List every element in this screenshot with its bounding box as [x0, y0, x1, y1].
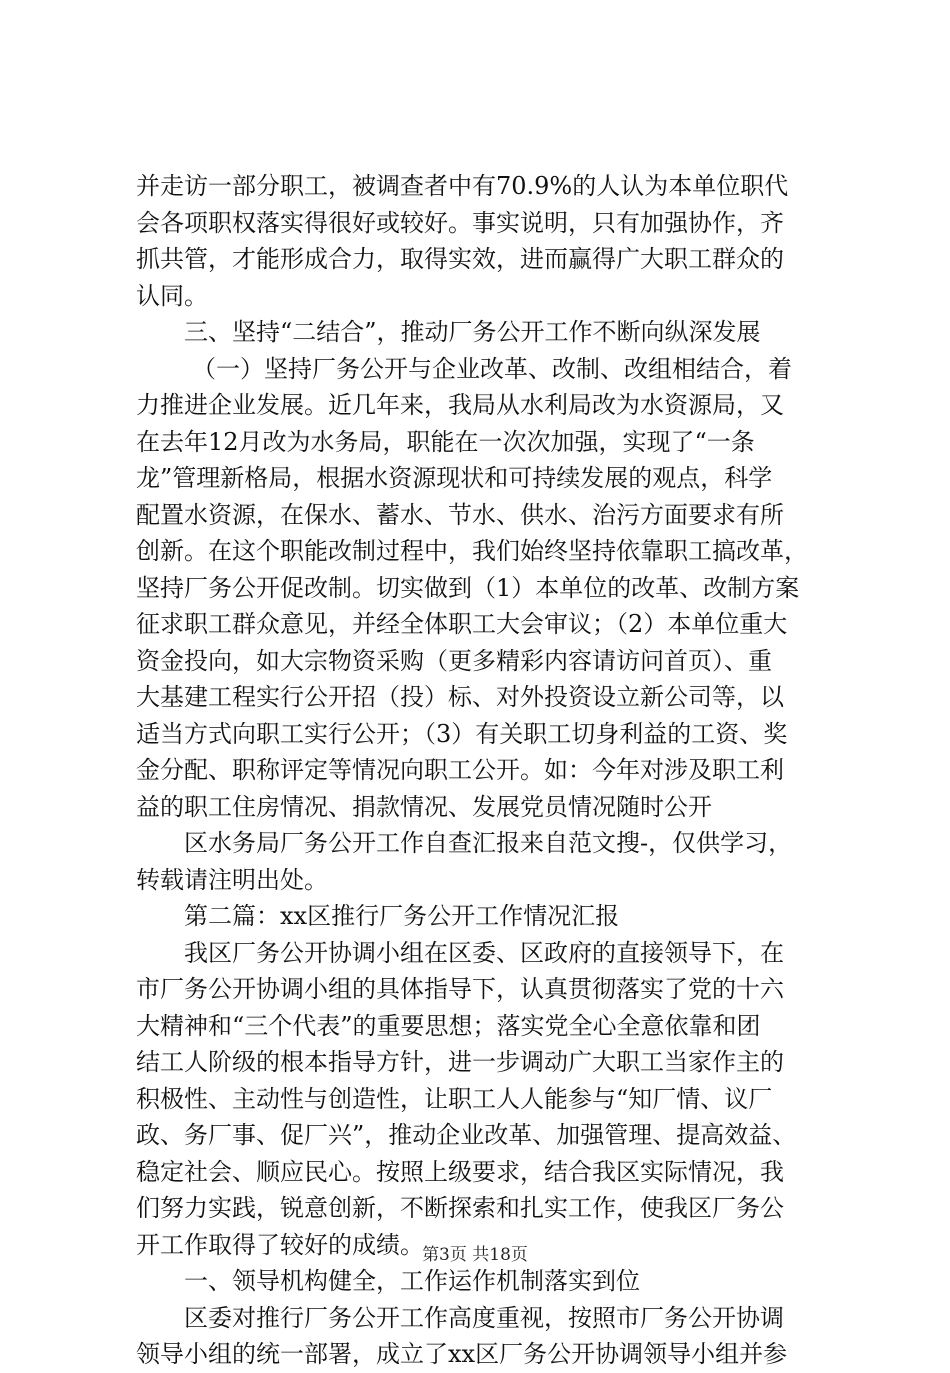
body-line: 们努力实践，锐意创新，不断探索和扎实工作，使我区厂务公: [136, 1194, 784, 1222]
document-body: [136, 168, 826, 1373]
body-line: 市厂务公开协调小组的具体指导下，认真贯彻落实了党的十六: [136, 975, 784, 1003]
body-line: 开工作取得了较好的成绩。: [136, 1230, 424, 1259]
body-line: 会各项职权落实得很好或较好。事实说明，只有加强协作，齐: [136, 208, 784, 237]
body-line: 坚持厂务公开促改制。切实做到（1）本单位的改革、改制方案: [136, 573, 800, 602]
body-line: 龙”管理新格局，根据水资源现状和可持续发展的观点，科学: [136, 464, 773, 492]
body-line: 政、务厂事、促厂兴”，推动企业改革、加强管理、提高效益、: [136, 1121, 797, 1149]
body-line: 积极性、主动性与创造性，让职工人人能参与“知厂情、议厂: [136, 1084, 773, 1113]
body-line: 抓共管，才能形成合力，取得实效，进而赢得广大职工群众的: [136, 245, 784, 273]
body-line: 征求职工群众意见，并经全体职工大会审议；（2）本单位重大: [136, 610, 788, 638]
section-heading: 三、坚持“二结合”，推动厂务公开工作不断向纵深发展: [184, 318, 761, 346]
body-line: 适当方式向职工实行公开；（3）有关职工切身利益的工资、奖: [136, 719, 788, 748]
body-line: 区水务局厂务公开工作自查汇报来自范文搜-，仅供学习，: [184, 829, 793, 857]
body-line: 力推进企业发展。近几年来，我局从水利局改为水资源局，又: [136, 391, 784, 419]
body-line: 大基建工程实行公开招（投）标、对外投资设立新公司等，以: [136, 683, 784, 711]
section-heading: 第二篇：xx区推行厂务公开工作情况汇报: [184, 902, 620, 930]
body-line: 大精神和“三个代表”的重要思想；落实党全心全意依靠和团: [136, 1011, 761, 1040]
body-line: （一）坚持厂务公开与企业改革、改制、改组相结合，着: [192, 354, 792, 383]
body-line: 并走访一部分职工，被调查者中有70.9%的人认为本单位职代: [136, 172, 789, 200]
body-line: 创新。在这个职能改制过程中，我们始终坚持依靠职工搞改革，: [136, 537, 808, 565]
body-line: 资金投向，如大宗物资采购（更多精彩内容请访问首页）、重: [136, 646, 772, 675]
page-number-footer: 第3页 共18页: [422, 1245, 528, 1265]
body-line: 认同。: [136, 281, 208, 310]
body-line: 领导小组的统一部署，成立了xx区厂务公开协调领导小组并参: [136, 1340, 788, 1368]
body-line: 在去年12月改为水务局，职能在一次次加强，实现了“一条: [136, 427, 755, 456]
body-line: 我区厂务公开协调小组在区委、区政府的直接领导下，在: [184, 938, 784, 967]
body-line: 金分配、职称评定等情况向职工公开。如：今年对涉及职工利: [136, 756, 784, 784]
body-line: 区委对推行厂务公开工作高度重视，按照市厂务公开协调: [184, 1303, 784, 1332]
body-line: 配置水资源，在保水、蓄水、节水、供水、治污方面要求有所: [136, 500, 784, 529]
body-line: 稳定社会、顺应民心。按照上级要求，结合我区实际情况，我: [136, 1157, 784, 1186]
body-line: 转载请注明出处。: [136, 865, 328, 894]
section-heading: 一、领导机构健全，工作运作机制落实到位: [184, 1267, 640, 1295]
body-line: 结工人阶级的根本指导方针，进一步调动广大职工当家作主的: [136, 1048, 784, 1076]
body-line: 益的职工住房情况、捐款情况、发展党员情况随时公开: [136, 792, 712, 821]
